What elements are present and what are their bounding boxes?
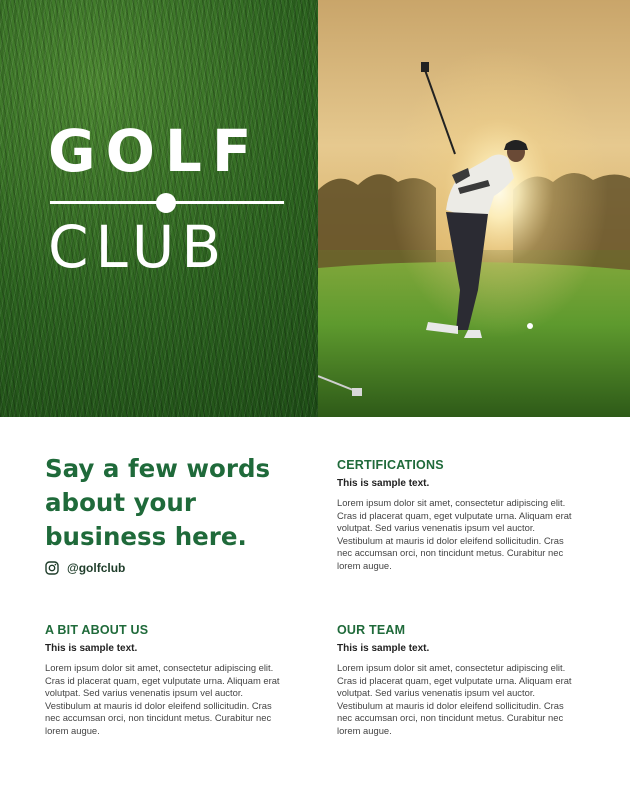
about-body: Lorem ipsum dolor sit amet, consectetur adipiscing elit. Cras id placerat quam, eget vulputate urna. Aliquam erat volutpat. Sed varius venenatis ipsum vel auctor. Vestibulum at mauris id dolor eleifend sollicitudin. Cras nec accumsan orci, non tincidunt metus. Curabitur nec lorem augue. bbox=[45, 662, 280, 736]
team-body: Lorem ipsum dolor sit amet, consectetur adipiscing elit. Cras id placerat quam, eget vulputate urna. Aliquam erat volutpat. Sed varius venenatis ipsum vel auctor. Vestibulum at mauris id dolor eleifend sollicitudin. Cras nec accumsan orci, non tincidunt metus. Curabitur nec lorem augue. bbox=[337, 662, 572, 736]
grass-logo-panel bbox=[0, 0, 318, 417]
certifications-title: CERTIFICATIONS bbox=[337, 458, 444, 472]
certifications-body: Lorem ipsum dolor sit amet, consectetur adipiscing elit. Cras id placerat quam, eget vulputate urna. Aliquam erat volutpat. Sed varius venenatis ipsum vel auctor. Vestibulum at mauris id dolor eleifend sollicitudin. Cras nec accumsan orci, non tincidunt metus. Curabitur nec lorem augue. bbox=[337, 497, 572, 571]
golfer-photo bbox=[318, 0, 630, 417]
social-handle[interactable] bbox=[45, 561, 125, 575]
logo-club-text: CLUB bbox=[48, 213, 229, 281]
instagram-handle[interactable]: @golfclub bbox=[67, 561, 126, 575]
golf-ball-icon bbox=[156, 193, 176, 213]
headline: Say a few words about your business here. bbox=[45, 454, 271, 551]
about-title: A BIT ABOUT US bbox=[45, 623, 149, 637]
logo-golf-text: GOLF bbox=[48, 117, 262, 185]
instagram-icon bbox=[45, 561, 59, 575]
team-subtitle: This is sample text. bbox=[337, 643, 430, 654]
certifications-subtitle: This is sample text. bbox=[337, 478, 430, 489]
team-title: OUR TEAM bbox=[337, 623, 406, 637]
about-subtitle: This is sample text. bbox=[45, 643, 138, 654]
